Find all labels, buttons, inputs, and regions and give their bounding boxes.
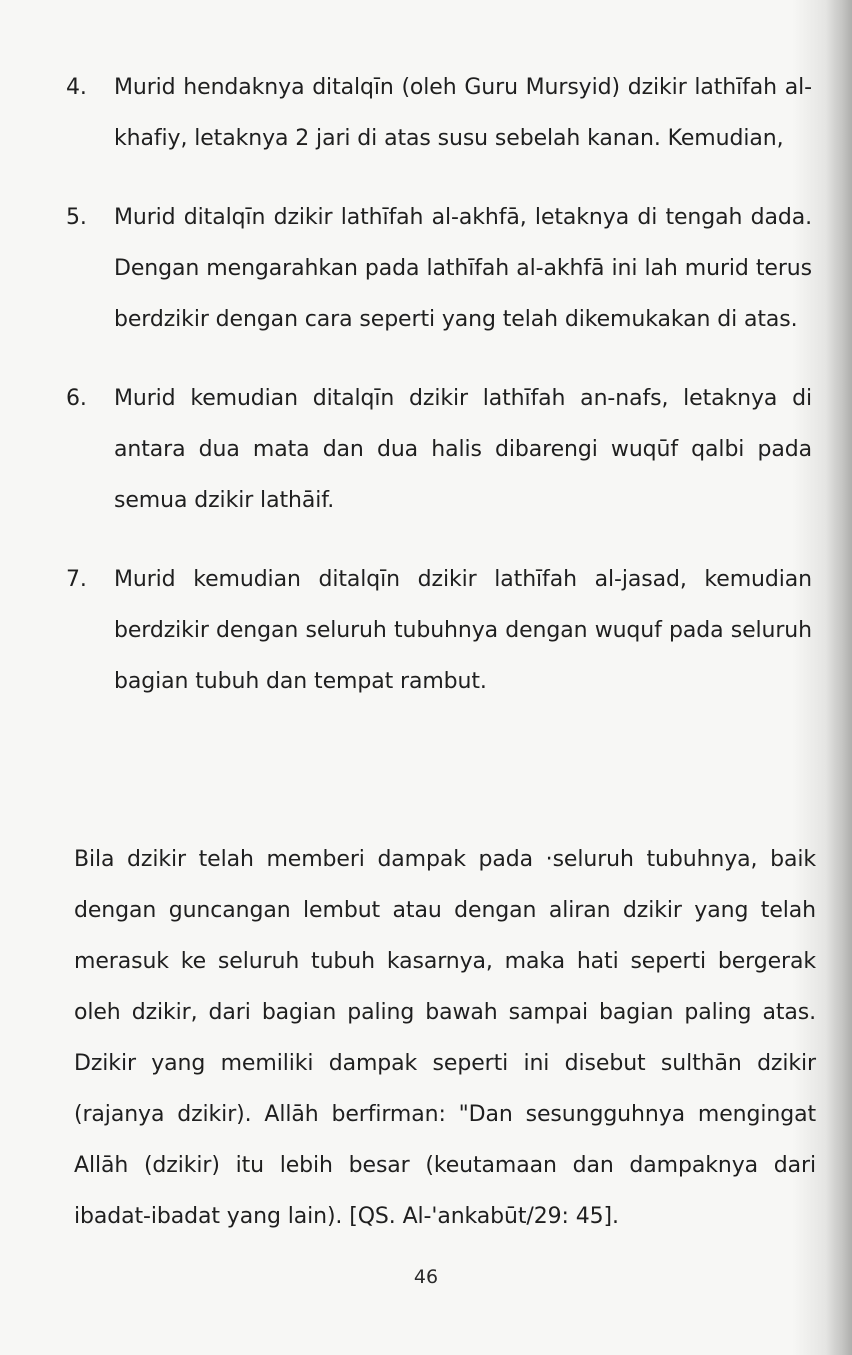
numbered-list	[66, 62, 812, 735]
page-spine-shadow	[826, 0, 852, 1355]
list-item-text: Murid kemudian ditalqīn dzikir lathīfah an-nafs, letaknya di antara dua mata dan dua halis dibarengi wuqūf qalbi pada semua dzikir lathāif.	[114, 386, 812, 513]
list-item-text: Murid hendaknya ditalqīn (oleh Guru Mursyid) dzikir lathīfah al-khafiy, letaknya 2 jari di atas susu sebelah kanan. Kemudian,	[114, 75, 812, 151]
list-item	[66, 192, 812, 345]
list-item-number: 5.	[66, 205, 87, 230]
list-item-number: 7.	[66, 567, 87, 592]
list-item	[66, 373, 812, 526]
list-item-number: 4.	[66, 75, 87, 100]
list-item	[66, 62, 812, 164]
body-paragraph: Bila dzikir telah memberi dampak pada ·seluruh tubuhnya, baik dengan guncangan lembut atau dengan aliran dzikir yang telah merasuk ke seluruh tubuh kasarnya, maka hati seperti bergerak oleh dzikir, dari bagian paling bawah sampai bagian paling atas. Dzikir yang memiliki dampak seperti ini disebut sulthān dzikir (rajanya dzikir). Allāh berfirman: "Dan sesungguhnya mengingat Allāh (dzikir) itu lebih besar (keutamaan dan dampaknya dari ibadat-ibadat yang lain). [QS. Al-'ankabūt/29: 45].	[74, 847, 816, 1229]
list-item-text: Murid kemudian ditalqīn dzikir lathīfah al-jasad, kemudian berdzikir dengan seluruh tubuhnya dengan wuquf pada seluruh bagian tubuh dan tempat rambut.	[114, 567, 812, 694]
list-item-number: 6.	[66, 386, 87, 411]
list-item-text: Murid ditalqīn dzikir lathīfah al-akhfā, letaknya di tengah dada. Dengan mengarahkan pada lathīfah al-akhfā ini lah murid terus berdzikir dengan cara seperti yang telah dikemukakan di atas.	[114, 205, 812, 332]
page-number: 46	[413, 1266, 439, 1288]
list-item	[66, 554, 812, 707]
